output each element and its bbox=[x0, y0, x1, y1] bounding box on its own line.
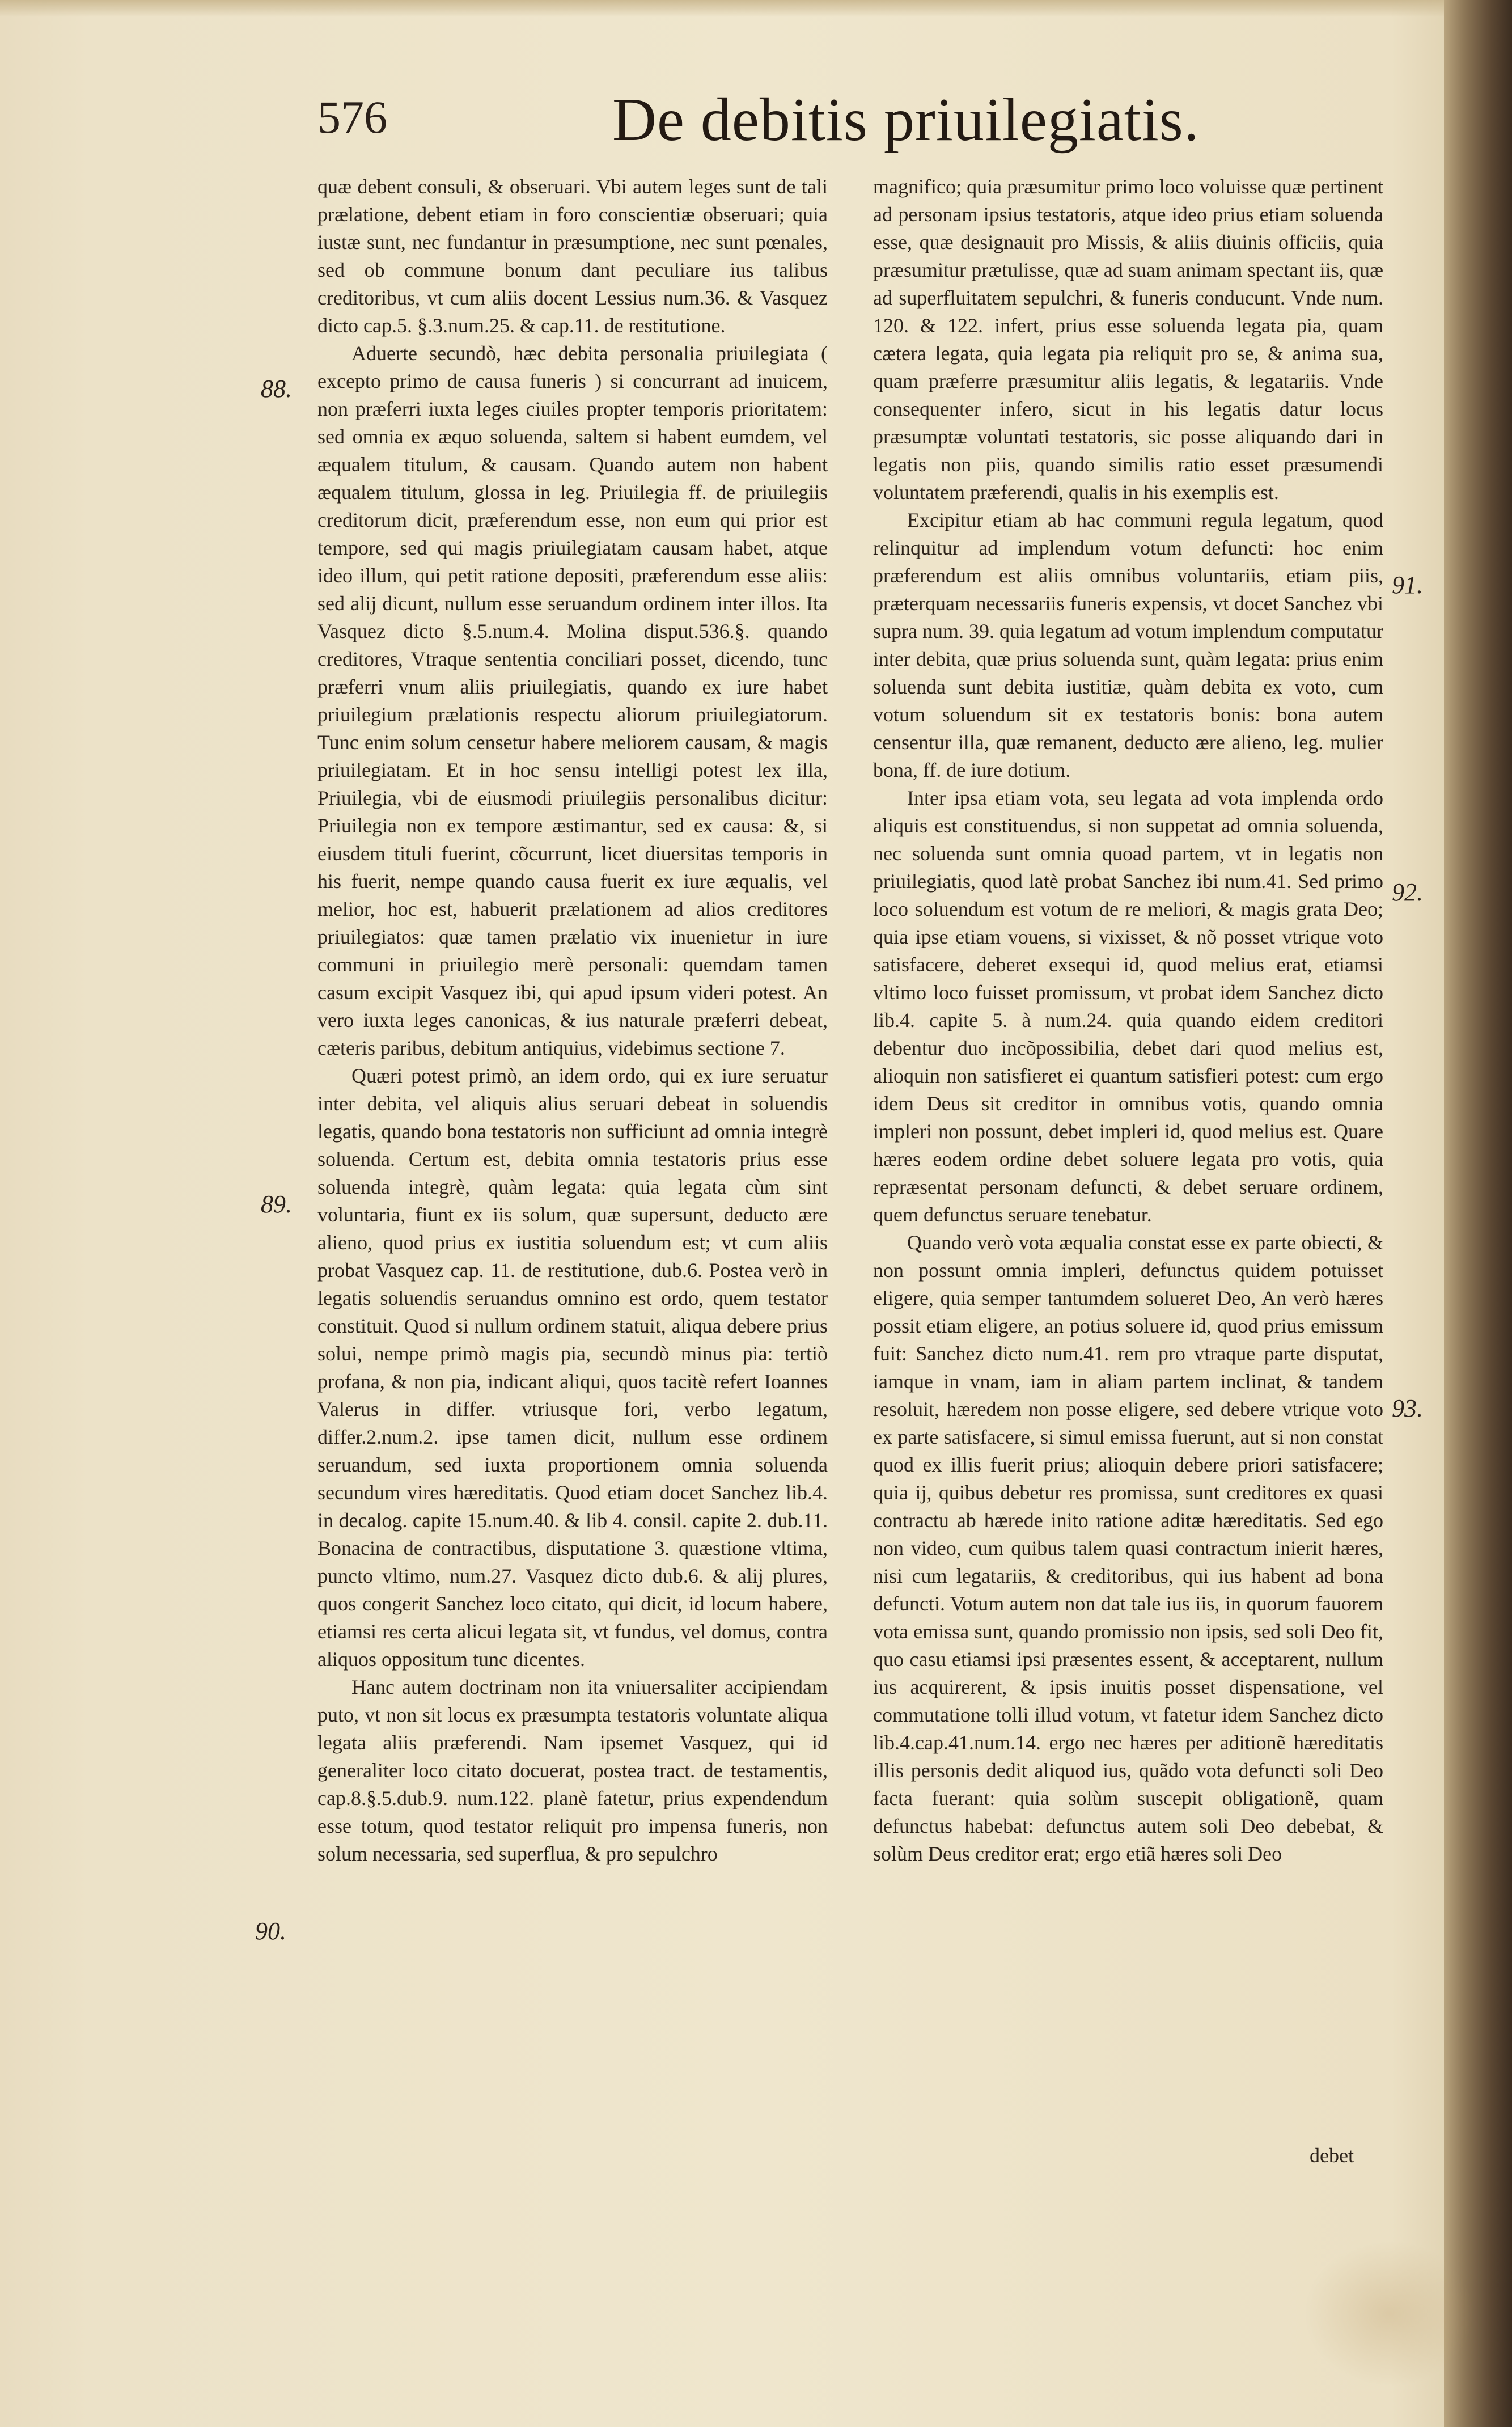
paragraph: Quando verò vota æqualia constat esse ex parte obiecti, & non possunt omnia impleri, defunctus quidem potuisset eligere, quia semper tantumdem solueret Deo, An verò hæres possit etiam eligere, an potius soluere id, quod prius emissum fuit: Sanchez dicto num.41. rem pro vtraque parte disputat, iamque in vnam, iam in aliam partem inclinat, & tandem resoluit, hæredem non posse eligere, sed debere vtrique voto ex parte satisfacere, si simul emissa fuerunt, aut si non constat quod ex illis fuerit prius; alioquin debere priori satisfacere; quia ij, quibus debetur res promissa, sunt creditores ex quasi contractu ab hærede inito ratione aditæ hæreditatis. Sed ego non video, cum quibus talem quasi contractum inierit hæres, nisi cum legatariis, & creditoribus, qui ius habent ad bona defuncti. Votum autem non dat tale ius iis, in quorum fauorem vota emissa sunt, quando promissio non ipsis, sed soli Deo fit, quo casu etiamsi ipsi præsentes essent, & acceptarent, nullum ius acquirerent, & ipsis inuitis posset dispensatione, vel commutatione tolli illud votum, vt fatetur idem Sanchez dicto lib.4.cap.41.num.14. ergo nec hæres per aditionẽ hæreditatis illis personis dedit aliquod ius, quãdo vota defuncti soli Deo facta fuerant: quia solùm suscepit obligationẽ, quam defunctus habebat: defunctus autem soli Deo debebat, & solùm Deus creditor erat; ergo etiã hæres soli Deo bbox=[873, 1231, 1383, 1865]
margin-number-90: 90. bbox=[255, 1917, 286, 1945]
margin-number-89: 89. bbox=[261, 1190, 292, 1218]
margin-number-91: 91. bbox=[1392, 571, 1423, 599]
paragraph: Hanc autem doctrinam non ita vniuersaliter accipiendam puto, vt non sit locus ex præsumpta testatoris voluntate aliqua legata aliis præferendi. Nam ipsemet Vasquez, qui id generaliter loco citato docuerat, postea tract. de testamentis, cap.8.§.5.dub.9. num.122. planè fatetur, prius expendendum esse totum, quod testator reliquit pro impensa funeris, non solum necessaria, sed superflua, & pro sepulchro bbox=[317, 1676, 828, 1865]
paragraph: quæ debent consuli, & obseruari. Vbi autem leges sunt de tali prælatione, debent etiam in foro conscientiæ obseruari; quia iustæ sunt, nec fundantur in præsumptione, nec sunt pœnales, sed ob commune bonum dant peculiare ius talibus creditoribus, vt cum aliis docent Lessius num.36. & Vasquez dicto cap.5. §.3.num.25. & cap.11. de restitutione. bbox=[317, 175, 828, 337]
margin-number-93: 93. bbox=[1392, 1394, 1423, 1422]
paragraph: Excipitur etiam ab hac communi regula legatum, quod relinquitur ad implendum votum defuncti: hoc enim præferendum est aliis omnibus voluntariis, etiam piis, præterquam necessariis funeris expensis, vt docet Sanchez vbi supra num. 39. quia legatum ad votum implendum computatur inter debita, quæ prius soluenda sunt, quàm legata: prius enim soluenda sunt debita iustitiæ, quàm debita ex voto, cum votum soluendum sit ex testatoris bonis: bona autem censentur illa, quæ remanent, deducto ære alieno, leg. mulier bona, ff. de iure dotium. bbox=[873, 509, 1383, 781]
right-text-column bbox=[873, 173, 1383, 1868]
paper-stain bbox=[1304, 2240, 1474, 2387]
page-header bbox=[317, 74, 1225, 159]
left-text-column bbox=[317, 173, 828, 1868]
margin-number-92: 92. bbox=[1392, 878, 1423, 906]
page-binding-edge bbox=[1444, 0, 1512, 2427]
catchword: debet bbox=[1310, 2144, 1354, 2167]
running-title: De debitis priuilegiatis. bbox=[612, 86, 1200, 154]
paragraph: Aduerte secundò, hæc debita personalia priuilegiata ( excepto primo de causa funeris ) si concurrant ad inuicem, non præferri iuxta leges ciuiles propter temporis prioritatem: sed omnia ex æquo soluenda, saltem si habent eumdem, vel æqualem titulum, & causam. Quando autem non habent æqualem titulum, glossa in leg. Priuilegia ff. de priuilegiis creditorum dicit, præferendum esse, non eum qui prior est tempore, sed qui magis priuilegiatam causam habet, atque ideo illum, qui petit ratione depositi, præferendum esse aliis: sed alij dicunt, nullum esse seruandum ordinem inter illos. Ita Vasquez dicto §.5.num.4. Molina disput.536.§. quando creditores, Vtraque sententia conciliari posset, dicendo, tunc præferri vnum aliis priuilegiatis, quando ex iure habet priuilegium prælationis respectu aliorum priuilegiatorum. Tunc enim solum censetur habere meliorem causam, & magis priuilegiatam. Et in hoc sensu intelligi potest lex illa, Priuilegia, vbi de eiusmodi priuilegiis personalibus dicitur: Priuilegia non ex tempore æstimantur, sed ex causa: &, si eiusdem tituli fuerint, cõcurrunt, licet diuersitas temporis in his fuerit, nempe quando causa fuerit ex iure æqualis, vel melior, hoc est, habuerit prælationem ad alios creditores priuilegiatos: quæ tamen prælatio vix inuenietur in iure communi in priuilegio merè personali: quemdam tamen casum excipit Vasquez ibi, qui apud ipsum videri potest. An vero iuxta leges canonicas, & ius naturale præferri debeat, cæteris paribus, debitum antiquius, videbimus sectione 7. bbox=[317, 342, 828, 1059]
margin-number-88: 88. bbox=[261, 375, 292, 403]
paragraph: Quæri potest primò, an idem ordo, qui ex iure seruatur inter debita, vel aliquis alius seruari debeat in soluendis legatis, quando bona testatoris non sufficiunt ad omnia integrè soluenda. Certum est, debita omnia testatoris prius esse soluenda integrè, quàm legata: quia legata cùm sint voluntaria, fiunt ex iis solum, quæ supersunt, deducto ære alieno, quod prius ex iustitia soluendum est; vt cum aliis probat Vasquez cap. 11. de restitutione, dub.6. Postea verò in legatis soluendis seruandus omnino est ordo, quem testator constituit. Quod si nullum ordinem statuit, aliqua debere prius solui, nempe primò magis pia, secundò minus pia: tertiò profana, & non pia, indicant aliqui, quos tacitè refert Ioannes Valerus in differ. vtriusque fori, verbo legatum, differ.2.num.2. ipse tamen dicit, nullum esse ordinem seruandum, sed iuxta proportionem omnia soluenda secundum vires hæreditatis. Quod etiam docet Sanchez lib.4. in decalog. capite 15.num.40. & lib 4. consil. capite 2. dub.11. Bonacina de contractibus, disputatione 3. quæstione vltima, puncto vltimo, num.27. Vasquez dicto dub.6. & alij plures, quos congerit Sanchez loco citato, qui dicit, id locum habere, etiamsi res certa alicui legata sit, vt fundus, vel domus, contra aliquos oppositum tunc dicentes. bbox=[317, 1064, 828, 1671]
paragraph: Inter ipsa etiam vota, seu legata ad vota implenda ordo aliquis est constituendus, si non suppetat ad omnia soluenda, nec soluenda sunt omnia quoad partem, vt in legatis non priuilegiatis, quod latè probat Sanchez ibi num.41. Sed primo loco soluendum est votum de re meliori, & magis grata Deo; quia ipse etiam vouens, si vixisset, & nõ posset vtrique voto satisfacere, deberet exsequi id, quod melius erat, etiamsi vltimo loco fuisset promissum, vt probat idem Sanchez dicto lib.4. capite 5. à num.24. quia quando eidem creditori debentur duo incõpossibilia, debet dari quod melius est, alioquin non satisfieret ei quantum satisfieri potest: cum ergo idem Deus sit creditor in omnibus votis, quando omnia impleri non possunt, debet impleri id, quod melius est. Quare hæres eodem ordine debet soluere legata pro votis, quia repræsentat personam defuncti, & debet seruare ordinem, quem defunctus seruare tenebatur. bbox=[873, 787, 1383, 1226]
page-number: 576 bbox=[317, 91, 387, 143]
page-top-shadow bbox=[0, 0, 1512, 17]
paragraph: magnifico; quia præsumitur primo loco voluisse quæ pertinent ad personam ipsius testatoris, atque ideo prius etiam soluenda esse, quæ designauit pro Missis, & aliis diuinis officiis, quia præsumitur prætulisse, quæ ad suam animam spectant iis, quæ ad superfluitatem sepulchri, & funeris conducunt. Vnde num. 120. & 122. infert, prius esse soluenda legata pia, quam cætera legata, quia legata pia reliquit pro se, & anima sua, quam præferre præsumitur aliis legatis, & legatariis. Vnde consequenter infero, sicut in his legatis datur locus præsumptæ voluntati testatoris, sic posse aliquando dari in legatis non piis, quando similis ratio esset præsumendi voluntatem præferendi, qualis in his exemplis est. bbox=[873, 175, 1383, 504]
